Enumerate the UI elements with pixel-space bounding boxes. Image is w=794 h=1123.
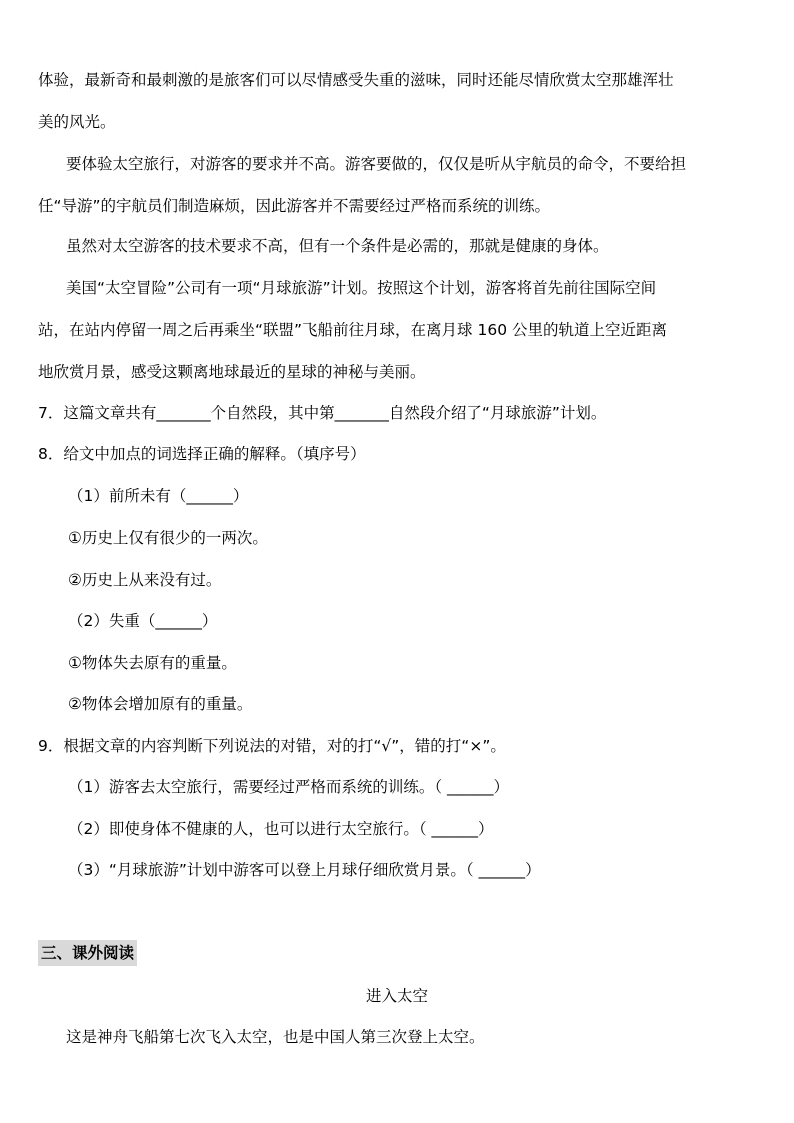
question-8: 8．给文中加点的词选择正确的解释。（填序号） [38, 445, 366, 463]
question-9-3: （3）“月球旅游”计划中游客可以登上月球仔细欣赏月景。（ ______） [68, 861, 541, 879]
passage-line: 这是神舟飞船第七次飞入太空，也是中国人第三次登上太空。 [66, 1028, 485, 1046]
question-8-2: （2）失重（______） [68, 612, 218, 630]
passage-line: 任“导游”的宇航员们制造麻烦，因此游客并不需要经过严格而系统的训练。 [38, 197, 551, 215]
passage-line: 要体验太空旅行，对游客的要求并不高。游客要做的，仅仅是听从宇航员的命令，不要给担 [66, 155, 687, 173]
passage-line: 美的风光。 [38, 113, 116, 131]
section-heading: 三、课外阅读 [38, 940, 137, 966]
passage-line: 虽然对太空游客的技术要求不高，但有一个条件是必需的，那就是健康的身体。 [66, 237, 609, 255]
question-8-1: （1）前所未有（______） [68, 487, 249, 505]
passage-line: 美国“太空冒险”公司有一项“月球旅游”计划。按照这个计划，游客将首先前往国际空间 [66, 279, 657, 297]
passage-line: 体验，最新奇和最刺激的是旅客们可以尽情感受失重的滋味，同时还能尽情欣赏太空那雄浑壮 [38, 71, 674, 89]
question-9-2: （2）即使身体不健康的人，也可以进行太空旅行。（ ______） [68, 820, 494, 838]
passage-line: 地欣赏月景，感受这颗离地球最近的星球的神秘与美丽。 [38, 363, 426, 381]
question-9: 9．根据文章的内容判断下列说法的对错，对的打“√”，错的打“×”。 [38, 737, 506, 755]
question-7: 7．这篇文章共有_______个自然段，其中第_______自然段介绍了“月球旅游”计划。 [38, 404, 607, 422]
option: ①历史上仅有很少的一两次。 [68, 529, 268, 547]
option: ①物体失去原有的重量。 [68, 654, 237, 672]
question-9-1: （1）游客去太空旅行，需要经过严格而系统的训练。（ ______） [68, 778, 510, 796]
option: ②物体会增加原有的重量。 [68, 695, 253, 713]
article-title: 进入太空 [365, 987, 428, 1005]
passage-line: 站，在站内停留一周之后再乘坐“联盟”飞船前往月球，在离月球 160 公里的轨道上空近距离 [38, 321, 668, 339]
option: ②历史上从来没有过。 [68, 571, 222, 589]
